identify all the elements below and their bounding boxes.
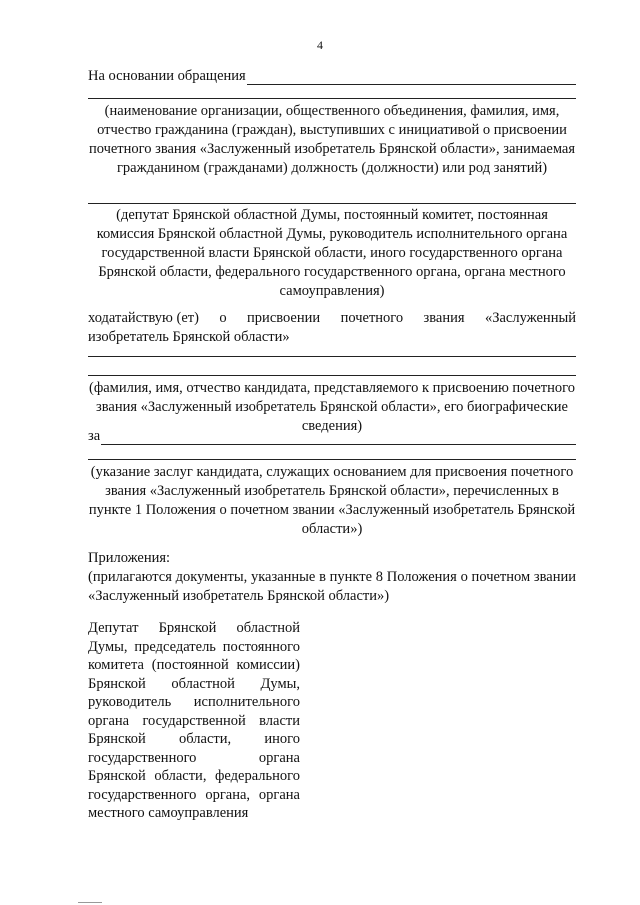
petition-line-1 <box>88 309 576 328</box>
basis-note: (наименование организации, общественного объединения, фамилия, имя, отчество гражданина (граждан), выступивших с инициативой о присвоении почетного звания «Заслуженный изобретатель Брянской области», занимаемая гражданином (гражданами) должность (должности) или род занятий) <box>88 103 576 176</box>
basis-input-line[interactable] <box>247 70 576 85</box>
merits-row <box>88 428 576 445</box>
footer-mark <box>78 902 102 903</box>
basis-input-line-2[interactable] <box>88 98 576 99</box>
petition-line-2: изобретатель Брянской области» <box>88 329 290 345</box>
attachments-title: Приложения: <box>88 550 171 566</box>
petition-word: присвоении <box>247 310 321 326</box>
candidate-input-line-2[interactable] <box>88 375 576 376</box>
candidate-note: (фамилия, имя, отчество кандидата, представляемого к присвоению почетного звания «Заслуженный изобретатель Брянской области», его биографические сведения) <box>89 380 575 434</box>
merits-input-line-2[interactable] <box>88 459 576 460</box>
basis-row <box>88 68 576 85</box>
petition-word: «Заслуженный <box>484 310 576 326</box>
petition-text <box>88 309 576 347</box>
initiator-input-line[interactable] <box>88 203 576 204</box>
petition-word: ходатайствую (ет) <box>88 310 199 326</box>
merits-input-line-1[interactable] <box>101 430 576 445</box>
attachments-note: (прилагаются документы, указанные в пункте 8 Положения о почетном звании «Заслуженный изобретатель Брянской области») <box>88 569 576 604</box>
merits-note: (указание заслуг кандидата, служащих основанием для присвоения почетного звания «Заслуженный изобретатель Брянской области», перечисленных в пункте 1 Положения о почетном звании «Заслуженный изобретатель Брянской области») <box>88 464 576 537</box>
signatory-text: Депутат Брянской областной Думы, председатель постоянного комитета (постоянной комиссии) Брянской областной Думы, руководитель исполнительного органа государственной власти Брянской области, иного государственного органа Брянской области, федерального государственного органа, органа местного самоуправления <box>88 620 300 821</box>
initiator-note: (депутат Брянской областной Думы, постоянный комитет, постоянная комиссия Брянской областной Думы, руководитель исполнительного органа государственной власти Брянской области, иного государственного органа Брянской области, федерального государственного органа, органа местного самоуправления) <box>96 207 568 299</box>
candidate-input-line-1[interactable] <box>88 356 576 357</box>
petition-word: почетного <box>340 310 404 326</box>
basis-label: На основании обращения <box>88 68 246 84</box>
petition-word: о <box>219 310 227 326</box>
petition-word: звания <box>423 310 465 326</box>
page-number: 4 <box>317 38 323 52</box>
for-label: за <box>88 428 101 444</box>
